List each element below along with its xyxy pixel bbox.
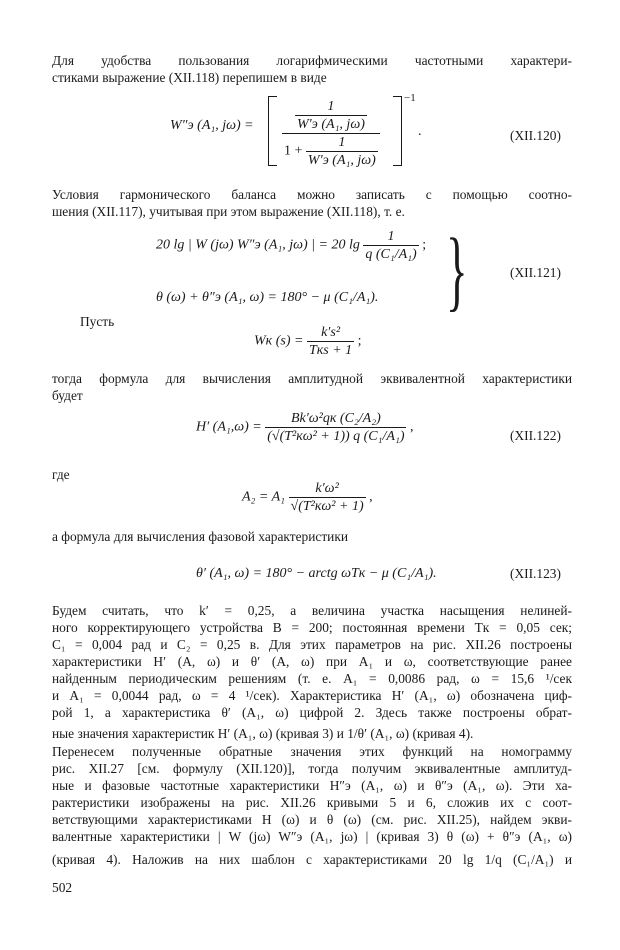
equation-xii-123: θ′ (A₁, ω) = 180° − arctg ωTк − μ (C₁/A₁). bbox=[196, 566, 437, 581]
text-line: ветствующими характеристиками H (ω) и θ (ω) (см. рис. XII.25), найдем экви- bbox=[52, 812, 572, 827]
text-line: Условия гармонического баланса можно записать с помощью соотно- bbox=[52, 187, 572, 202]
outer-denominator-prefix: 1 + bbox=[284, 143, 303, 159]
text-line: ные и фазовые частотные характеристики H″э (A₁, ω) и θ″э (A₁, ω). Эти ха- bbox=[52, 778, 572, 793]
equation-label: (XII.120) bbox=[510, 128, 561, 143]
equation-xii-120-body bbox=[282, 98, 380, 169]
text-line: (кривая 4). Наложив на них шаблон с характеристиками 20 lg 1/q (C₁/A₁) и bbox=[52, 852, 572, 867]
fraction-denominator: q (C₁/A₁) bbox=[365, 247, 417, 262]
text-line: валентные характеристики | W (jω) W″э (A₁, jω) | (кривая 3) θ (ω) + θ″э (A₁, ω) bbox=[52, 829, 572, 844]
text-line: и A₁ = 0,0044 рад, ω = 4 ¹/сек). Характеристика H′ (A₁, ω) обозначена циф- bbox=[52, 688, 572, 703]
eq-lhs: W″э (A₁, jω) = bbox=[170, 118, 254, 133]
paragraph-balance bbox=[52, 186, 572, 220]
eq-tail: , bbox=[409, 419, 414, 435]
eq-tail: , bbox=[369, 489, 373, 505]
eq-lhs: 20 lg | W (jω) W″э (A₁, jω) | = 20 lg bbox=[156, 237, 360, 253]
fraction-denominator: Tкs + 1 bbox=[308, 343, 353, 358]
text-line: рис. XII.27 [см. формулу (XII.120)], тогда получим эквивалентные амплитуд- bbox=[52, 761, 572, 776]
text-line: найденным периодическим решениям (т. е. A₁ = 0,0086 рад, ω = 15,6 ¹/сек bbox=[52, 671, 572, 686]
word-gde: где bbox=[52, 467, 70, 482]
outer-denominator-denominator: W′э (A₁, jω) bbox=[307, 153, 376, 168]
paragraph-phase bbox=[52, 528, 572, 545]
eq-arg: (C₁/A₁). bbox=[334, 290, 379, 305]
equation-a2 bbox=[242, 480, 373, 515]
exponent: −1 bbox=[404, 92, 416, 104]
equation-xii-120-lhs bbox=[170, 118, 254, 134]
equation-xii-122 bbox=[196, 410, 413, 445]
eq-lhs: Wк (s) = bbox=[254, 333, 304, 349]
eq-lhs: H′ (A₁,ω) = bbox=[196, 419, 262, 435]
left-bracket bbox=[268, 96, 277, 166]
eq-lhs: θ (ω) + θ″э (A₁, ω) = 180° − μ bbox=[156, 290, 331, 305]
right-brace: } bbox=[446, 221, 468, 320]
eq-lhs: A₂ = A₁ bbox=[242, 489, 286, 505]
text-line: Для удобства пользования логарифмическими частотными характери- bbox=[52, 53, 572, 68]
equation-label: (XII.121) bbox=[510, 265, 561, 280]
text-line: рактеристики изображены на рис. XII.26 кривыми 5 и 6, сложив их с соот- bbox=[52, 795, 572, 810]
fraction-denominator: (√(T²кω² + 1)) q (C₁/A₁) bbox=[267, 429, 405, 444]
fraction-numerator: Bk′ω²qк (C₂/A₂) bbox=[265, 410, 406, 428]
equation-label: (XII.123) bbox=[510, 566, 561, 581]
paragraph-amplitude bbox=[52, 370, 572, 404]
paragraph-nomogram bbox=[52, 743, 572, 868]
equation-wk bbox=[254, 324, 362, 359]
page-number: 502 bbox=[52, 880, 73, 895]
period: . bbox=[418, 124, 422, 139]
outer-denominator-numerator: 1 bbox=[306, 134, 378, 152]
text-line: стиками выражение (XII.118) перепишем в виде bbox=[52, 70, 327, 85]
text-line: Перенесем полученные обратные значения этих функций на номограмму bbox=[52, 744, 572, 759]
text-line: ные значения характеристик H′ (A₁, ω) (кривая 3) и 1/θ′ (A₁, ω) (кривая 4). bbox=[52, 726, 474, 741]
text-line: а формула для вычисления фазовой характеристики bbox=[52, 529, 349, 544]
text-line: ного корректирующего устройства B = 200; постоянная времени Tк = 0,05 сек; bbox=[52, 620, 572, 635]
equation-label: (XII.122) bbox=[510, 428, 561, 443]
inner-denominator: W′э (A₁, jω) bbox=[296, 117, 365, 132]
fraction-numerator: k′ω² bbox=[289, 480, 366, 498]
text-line: характеристики H′ (A, ω) и θ′ (A, ω) при A₁ и ω, соответствующие ранее bbox=[52, 654, 572, 669]
text-line: тогда формула для вычисления амплитудной эквивалентной характеристики bbox=[52, 371, 572, 386]
fraction-numerator: k′s² bbox=[307, 324, 354, 342]
fraction-denominator: √(T²кω² + 1) bbox=[290, 499, 364, 514]
word-pust: Пусть bbox=[80, 314, 115, 329]
eq-tail: ; bbox=[357, 333, 362, 349]
equation-xii-121-line2 bbox=[156, 290, 378, 306]
inner-numerator: 1 bbox=[295, 98, 367, 116]
paragraph-intro bbox=[52, 52, 572, 86]
fraction-numerator: 1 bbox=[363, 228, 418, 246]
text-line: шения (XII.117), учитывая при этом выражение (XII.118), т. е. bbox=[52, 204, 405, 219]
right-bracket bbox=[393, 96, 402, 166]
equation-xii-121-line1: 20 lg | W (jω) W″э (A₁, jω) | = 20 lg $\frac{1}{\text{q (C₁/A₁)}}$ ; bbox=[156, 229, 427, 262]
text-line: будет bbox=[52, 388, 83, 403]
text-line: Будем считать, что k′ = 0,25, а величина участка насыщения нелиней- bbox=[52, 603, 572, 618]
text-line: рой 1, а характеристика θ′ (A₁, ω) цифрой 2. Здесь также построены обрат- bbox=[52, 705, 572, 720]
paragraph-parameters bbox=[52, 602, 572, 742]
text-line: C₁ = 0,004 рад и C₂ = 0,25 в. Для этих параметров на рис. XII.26 построены bbox=[52, 637, 572, 652]
